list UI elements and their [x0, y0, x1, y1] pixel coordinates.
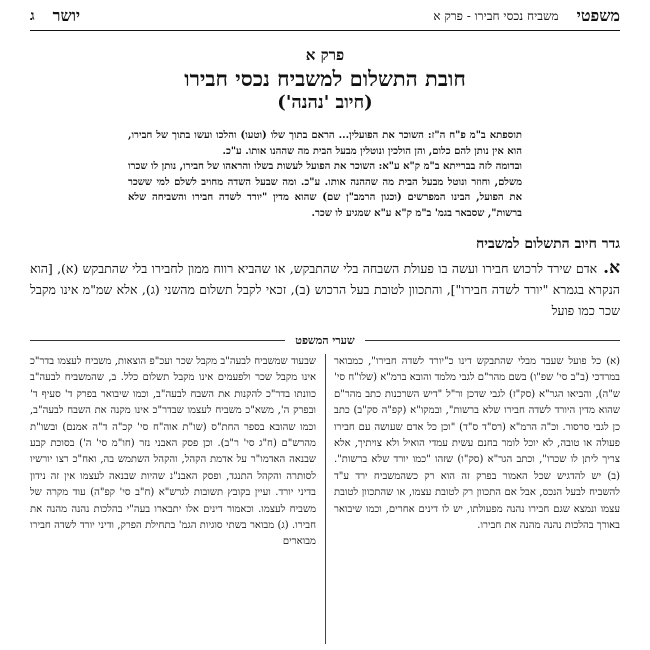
running-head-book-word: משפטי: [576, 6, 620, 25]
paragraph-letter: א.: [603, 258, 620, 278]
running-head-left: [30, 6, 80, 26]
running-head-right: [433, 6, 620, 26]
divider: [365, 340, 620, 341]
running-head-chapter: משביח נכסי חבירו - פרק א: [433, 8, 559, 23]
chapter-label: פרק א: [305, 46, 345, 64]
chapter-title: חובת התשלום למשביח נכסי חבירו: [184, 66, 466, 91]
chapter-subtitle: (חיוב 'נהנה'): [277, 92, 373, 113]
header-rule: [30, 30, 620, 31]
source-paragraph: תוספתא ב"מ פ"ח ה"ז: השוכר את הפועלין... הראם בתוך שלו (וטעו) והלכו ועשו בתוך של חבירו, הוא אין נותן להם כלום, והן הולכין ונוטלין מבעל הבית מה שההנו אותו. ע"כ.: [128, 130, 522, 157]
main-paragraph: [30, 258, 620, 321]
running-head: [30, 6, 620, 26]
page-number: ג: [30, 7, 35, 24]
commentary-heading: [30, 332, 620, 348]
commentary-paragraph: שבעוד שמשביח לבעה"ב מקבל שכר ועכ"פ הוצאות, משביח לעצמו בדר"כ אינו מקבל שכר ולפעמים אינו מקבל תשלום כלל. ב, שהמשביח לבעה"ב כוונתו בדר"כ להקנות את השבח לבעה"ב, וכמו שיבואר בפרק ד' סעיף ד' ובפרק ה', משא"כ משביח לעצמו שבדר"כ אינו מקנה את השבח לבעה"ב, וכמו שהובא בספר החת"ס (שו"ת אוה"ח סי' קכ"ה ד"ה אמנם) ובשו"ת מהרש"ם (ח"ג סי' ר"ב). וכן פסק האבני נזר (חו"מ סי' ה') בסוכת קבע שבנאה האדמו"ר על אדמת הקהל, והקהל השתמש בה, ואח"כ רצו יורשיו לסותרה והקהל התנגד, ופסק האבנ"נ שהיות שבנאה לעצמו אין זה נידון בדיני יורד. ועיין בקובץ תשובות לגרש"א (ח"ב סי' קפ"ה) עוד מקרה של משביח לעצמו. וכאמור דינים אלו יתבארו בעה"י בהלכות נהנה מהנה את חבירו. (ג) מבואר בשתי סוגיות הגמ' בתחילת הפרק, ודיני יורד לשדה חבירו מבוארים: [30, 356, 316, 548]
commentary-heading-text: שערי המשפט: [295, 333, 355, 347]
source-paragraph: ובדומה לזה בברייתא ב"מ ק"א ע"א: השוכר את הפועל לעשות בשלו והראהו של חבירו, נותן לו שכרו משלם, וחוזר ונוטל מבעל הבית מה שההנה אותו. ע"כ. ומה שבעל השדה מחויב לשלם למי ששכר את הפועל, הבינו המפרשים (וכגון הרמב"ן שם) שהוא מדין "יורד לשדה חבירו והשביחה שלא ברשות", שסבאר בגמ' ב"מ ק"א ע"א שמגיע לו שכר.: [128, 161, 522, 219]
section-heading: גדר חיוב התשלום למשביח: [476, 236, 620, 252]
main-paragraph-text: אדם שירד לרכוש חבירו ועשה בו פעולת השבחה בלי שהתבקש, או שהביא רווח ממון לחבירו בלי שהתבקש (א), [הוא הנקרא בגמרא "יורד לשדה חבירו"], והתכוון לטובת בעל הרכוש (ב), זכאי לקבל תשלום מהשני (ג), אלא שמ"מ אינו מקבל שכר כמו פועל: [30, 261, 620, 318]
running-head-book-word-2: יושר: [52, 6, 81, 25]
sources-block: [128, 128, 522, 221]
commentary-paragraph: (א) כל פועל שעבד מבלי שהתבקש דינו כ"יורד לשדה חבירו", כמבואר במרדכי (ב"ב סי' שפ"ו) בשם מהר"ם לגבי מלמד והובא ברמ"א (שלו"ח סי' ש"ה), והביאו הגר"א (סק"ז) לגבי שדכן ור"ל "דיש השרכנות כתב מהר"ם שהוא מדין היורד לשדה חבירו שלא ברשות", ובמקו"א (קפ"ה סק"ב) כתב כן לגבי סרסור. וכ"ה הרמ"א (רס"ד ס"ד) "וכן כל אדם שעושה עם חבירו פעולה או טובה, לא יוכל לומר בחנם עשית עמדי הואיל ולא צויתיך, אלא צריך ליתן לו שכרו", וכתב הגר"א (סק"ו) שזהו "כמו יורד שלא ברשות". (ב) יש להדגיש שכל האמור בפרק זה הוא רק כשהמשביח ירד ע"ד להשביח לבעל הנכס, אבל אם התכוון רק לטובת עצמו, או שהתכוון לטובת עצמו ונמצא שגם חבירו נהנה מפעולתו, יש לו דינים אחרים, וכמו שיבואר באורך בהלכות נהנה מהנה את חבירו.: [334, 356, 620, 532]
divider: [30, 340, 285, 341]
commentary-columns: [30, 354, 620, 644]
main-text: [30, 258, 620, 321]
